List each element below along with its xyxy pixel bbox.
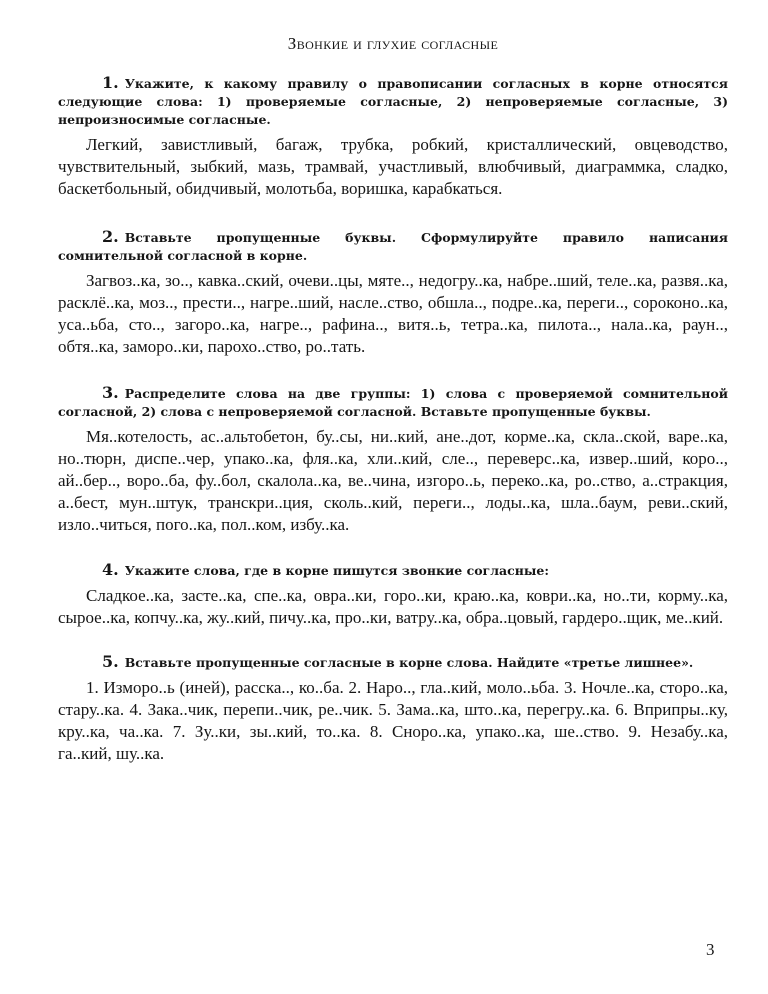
task-heading xyxy=(58,74,728,129)
task-number: 5. xyxy=(102,652,119,671)
task-instruction: Укажите слова, где в корне пишутся звонкие согласные: xyxy=(124,563,549,578)
task-instruction: Вставьте пропущенные согласные в корне слова. Найдите «третье лишнее». xyxy=(124,655,694,670)
task-2 xyxy=(58,228,728,358)
task-heading xyxy=(58,228,728,265)
task-3 xyxy=(58,384,728,536)
task-number: 3. xyxy=(102,383,119,402)
task-heading xyxy=(58,653,728,672)
task-text: Сладкое..ка, засте..ка, спе..ка, овра..ки, горо..ки, краю..ка, коври..ка, но..ти, корму..ка, сырое..ка, копчу..ка, жу..кий, пичу..ка, про..ки, ватру..ка, обра..цовый, гардеро..щик, ме..кий. xyxy=(58,586,728,627)
task-text: Мя..котелость, ас..альтобетон, бу..сы, ни..кий, ане..дот, корме..ка, скла..ской, варе..ка, но..тюрн, диспе..чер, упако..ка, фля..ка, хли..кий, сле.., переверс..ка, извер..ший, коро.., ай..бер.., воро..ба, фу..бол, скалола..ка, ве..чина, изгоро..ь, переко..ка, ро..ство, а..стракция, а..бест, мун..штук, транскри..ция, сколь..кий, переги.., лоды..ка, шла..баум, реви..ский, изло..читься, пого..ка, пол..ком, избу..ка. xyxy=(58,427,728,534)
task-instruction: Укажите, к какому правилу о правописании согласных в корне относятся следующие слова: 1) проверяемые согласные, 2) непроверяемые согласные, 3) непроизносимые согласные. xyxy=(58,76,728,127)
task-text: Легкий, завистливый, багаж, трубка, робкий, кристаллический, овцеводство, чувствительный, зыбкий, мазь, трамвай, участливый, влюбчивый, диаграммка, сладко, баскетбольный, обидчивый, молотьба, воришка, карабкаться. xyxy=(58,135,728,198)
task-heading xyxy=(58,561,728,580)
task-1 xyxy=(58,74,728,200)
task-text: 1. Изморо..ь (иней), расска.., ко..ба. 2. Наро.., гла..кий, моло..ьба. 3. Ночле..ка, сторо..ка, стару..ка. 4. Зака..чик, перепи..чик, ре..чик. 5. Зама..ка, што..ка, перегру..ка. 6. Вприпры..ку, кру..ка, ча..ка. 7. Зу..ки, зы..кий, то..ка. 8. Сноро..ка, упако..ка, ше..ство. 9. Незабу..ка, га..кий, шу..ка. xyxy=(58,678,728,763)
task-number: 2. xyxy=(102,227,119,246)
page-number: 3 xyxy=(706,940,715,959)
task-number: 4. xyxy=(102,560,119,579)
task-instruction: Вставьте пропущенные буквы. Сформулируйте правило написания сомнительной согласной в корне. xyxy=(58,230,728,263)
task-instruction: Распределите слова на две группы: 1) слова с проверяемой сомнительной согласной, 2) слова с непроверяемой согласной. Вставьте пропущенные буквы. xyxy=(58,386,728,419)
task-5 xyxy=(58,653,728,765)
page-content xyxy=(58,30,728,765)
task-4 xyxy=(58,561,728,629)
task-number: 1. xyxy=(102,73,119,92)
task-heading xyxy=(58,384,728,421)
task-text: Загвоз..ка, зо.., кавка..ский, очеви..цы, мяте.., недогру..ка, набре..ший, теле..ка, развя..ка, расклё..ка, моз.., прести.., нагре..ший, насле..ство, обшла.., подре..ка, переги.., сороконо..ка, уса..ьба, сто.., загоро..ка, нагре.., рафина.., витя..ь, тетра..ка, пилота.., нала..ка, раун.., обтя..ка, заморо..ки, парохо..ство, ро..тать. xyxy=(58,271,728,356)
page-title: Звонкие и глухие согласные xyxy=(287,34,499,53)
